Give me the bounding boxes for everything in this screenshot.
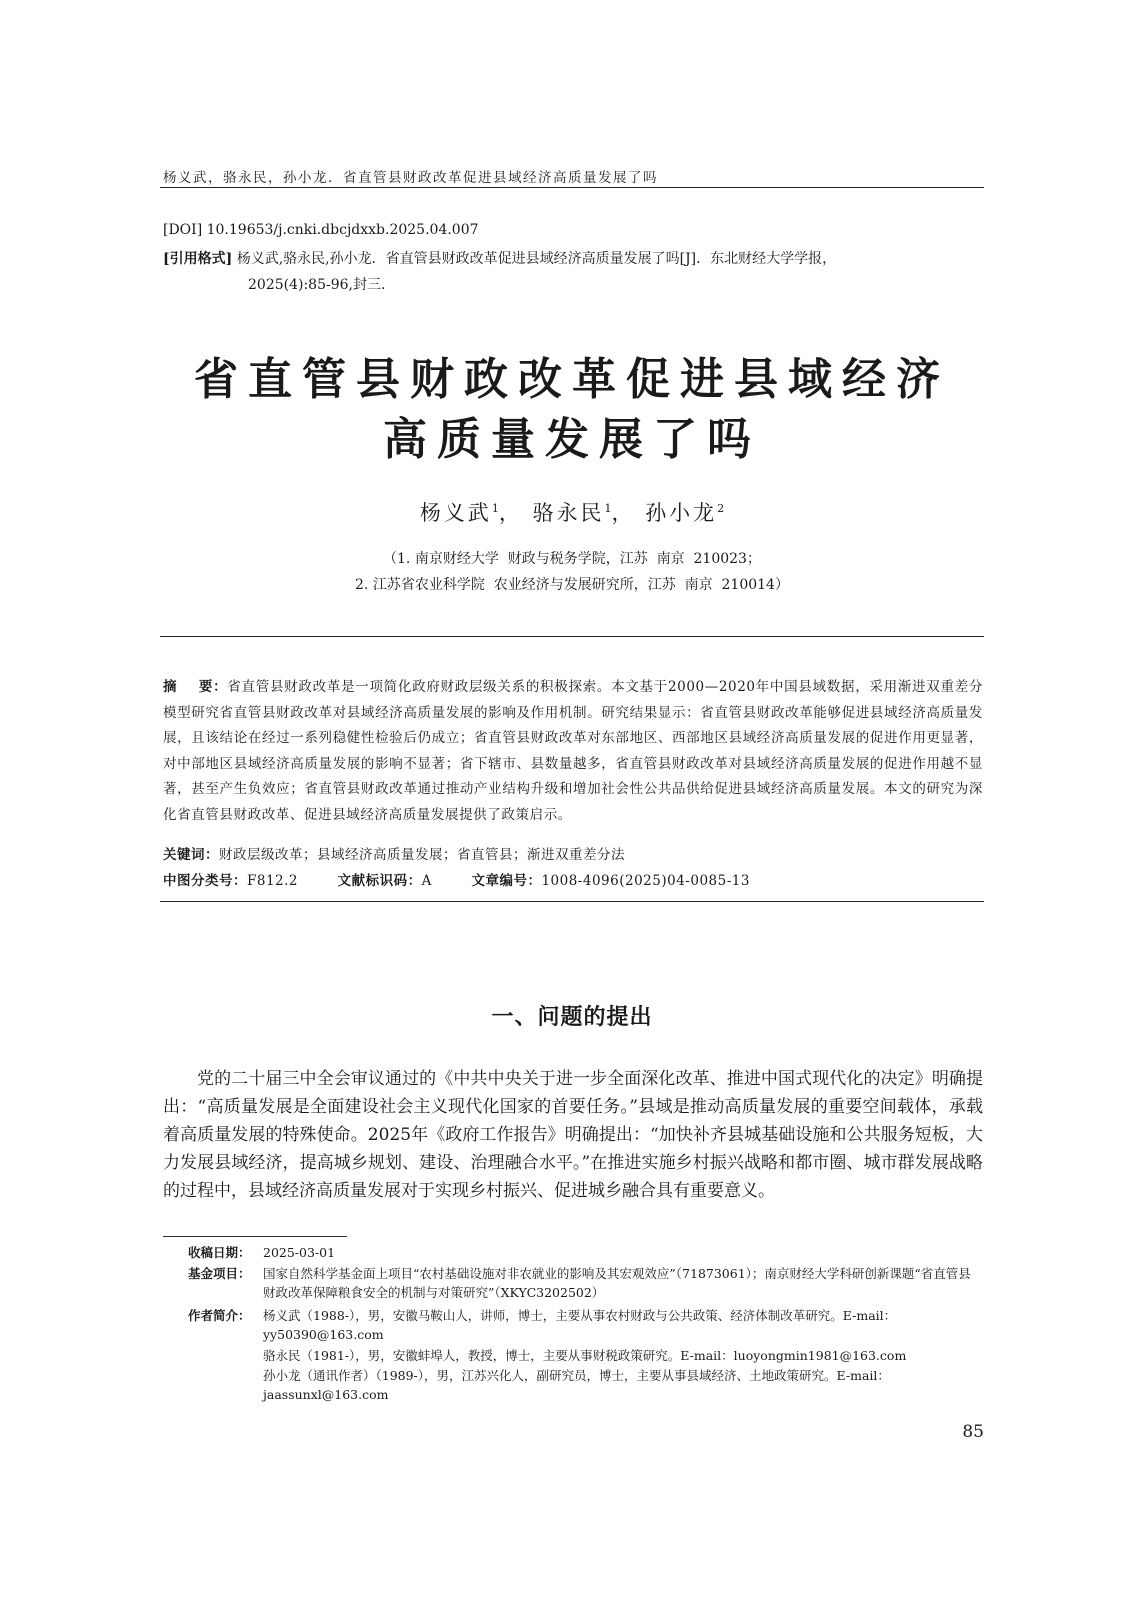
received-value: 2025-03-01 bbox=[263, 1245, 336, 1260]
article-title-line-1: 省直管县财政改革促进县域经济 bbox=[194, 354, 950, 405]
header-rule bbox=[160, 187, 984, 188]
bio-label: 作者简介： bbox=[188, 1308, 251, 1323]
doi-line bbox=[163, 222, 479, 238]
running-header: 杨义武，骆永民，孙小龙．省直管县财政改革促进县域经济高质量发展了吗 bbox=[163, 170, 658, 186]
abstract-top-rule bbox=[160, 636, 984, 637]
affiliation-line-1: （1. 南京财经大学 财政与税务学院，江苏 南京 210023； bbox=[383, 551, 761, 567]
page-number: 85 bbox=[962, 1422, 984, 1442]
abstract-text: 省直管县财政改革是一项简化政府财政层级关系的积极探索。本文基于2000—2020年中国县域数据，采用渐进双重差分模型研究省直管县财政改革对县域经济高质量发展的影响及作用机制。研究结果显示：省直管县财政改革能够促进县域经济高质量发展，且该结论在经过一系列稳健性检验后仍成立；省直管县财政改革对东部地区、西部地区县域经济高质量发展的促进作用更显著，对中部地区县域经济高质量发展的影响不显著；省下辖市、县数量越多，省直管县财政改革对县域经济高质量发展的促进作用越不显著，甚至产生负效应；省直管县财政改革通过推动产业结构升级和增加社会性公共品供给促进县域经济高质量发展。本文的研究为深化省直管县财政改革、促进县域经济高质量发展提供了政策启示。 bbox=[163, 679, 984, 823]
body-paragraph: 党的二十届三中全会审议通过的《中共中央关于进一步全面深化改革、推进中国式现代化的决定》明确提出：“高质量发展是全面建设社会主义现代化国家的首要任务。”县域是推动高质量发展的重要空间载体，承载着高质量发展的特殊使命。2025年《政府工作报告》明确提出：“加快补齐县城基础设施和公共服务短板，大力发展县域经济，提高城乡规划、建设、治理融合水平。”在推进实施乡村振兴战略和都市圈、城市群发展战略的过程中，县域经济高质量发展对于实现乡村振兴、促进城乡融合具有重要意义。 bbox=[163, 1069, 983, 1201]
fund-label: 基金项目： bbox=[188, 1266, 251, 1281]
doi-value: 10.19653/j.cnki.dbcjdxxb.2025.04.007 bbox=[206, 222, 479, 238]
citation-line-1 bbox=[163, 248, 836, 268]
doc-code-value: A bbox=[421, 873, 432, 889]
author-list bbox=[160, 497, 984, 527]
keywords bbox=[163, 843, 625, 863]
received-label: 收稿日期： bbox=[188, 1245, 251, 1260]
author-bio: 杨义武（1988-），男，安徽马鞍山人，讲师，博士，主要从事农村财政与公共政策、经济体制改革研究。E-mail：yy50390@163.com bbox=[263, 1308, 897, 1342]
author-separator: ， bbox=[498, 501, 523, 525]
author-separator: ， bbox=[611, 501, 636, 525]
fund-value: 国家自然科学基金面上项目“农村基础设施对非农就业的影响及其宏观效应”（71873061）；南京财经大学科研创新课题“省直管县财政改革保障粮食安全的机制与对策研究”（XKYC3202502） bbox=[263, 1266, 971, 1300]
author-affil-mark: 1 bbox=[604, 502, 612, 515]
author-name: 杨义武 bbox=[419, 501, 492, 525]
article-no-value: 1008-4096(2025)04-0085-13 bbox=[541, 873, 750, 889]
clc-value: F812.2 bbox=[247, 873, 299, 889]
author-bio: 孙小龙（通讯作者）（1989-），男，江苏兴化人，副研究员，博士，主要从事县域经济、土地政策研究。E-mail：jaassunxl@163.com bbox=[263, 1368, 890, 1402]
clc-label: 中图分类号： bbox=[163, 873, 247, 889]
citation-text-1: 杨义武,骆永民,孙小龙．省直管县财政改革促进县域经济高质量发展了吗[J]．东北财经大学学报， bbox=[236, 251, 837, 267]
abstract-label: 摘 要： bbox=[163, 679, 228, 695]
keywords-text: 财政层级改革；县域经济高质量发展；省直管县；渐进双重差分法 bbox=[219, 847, 625, 863]
footnote-rule bbox=[163, 1236, 347, 1237]
author-name: 骆永民 bbox=[532, 501, 605, 525]
abstract bbox=[163, 675, 983, 828]
article-title-line-2: 高质量发展了吗 bbox=[383, 414, 761, 465]
keywords-label: 关键词： bbox=[163, 847, 219, 863]
author-affil-mark: 2 bbox=[717, 502, 725, 515]
citation-label: [引用格式] bbox=[163, 251, 233, 267]
classification-line bbox=[163, 869, 750, 889]
doi-label: [DOI] bbox=[163, 222, 203, 238]
citation-line-2: 2025(4):85-96,封三． bbox=[248, 277, 395, 293]
abstract-bottom-rule bbox=[160, 901, 984, 902]
author-bio: 骆永民（1981-），男，安徽蚌埠人，教授，博士，主要从事财税政策研究。E-mail：luoyongmin1981@163.com bbox=[263, 1348, 907, 1363]
author-affil-mark: 1 bbox=[491, 502, 499, 515]
article-no-label: 文章编号： bbox=[471, 873, 542, 889]
section-heading: 一、问题的提出 bbox=[491, 1004, 653, 1030]
affiliation-line-2: 2. 江苏省农业科学院 农业经济与发展研究所，江苏 南京 210014） bbox=[355, 577, 789, 593]
author-name: 孙小龙 bbox=[645, 501, 718, 525]
doc-code-label: 文献标识码： bbox=[337, 873, 422, 889]
